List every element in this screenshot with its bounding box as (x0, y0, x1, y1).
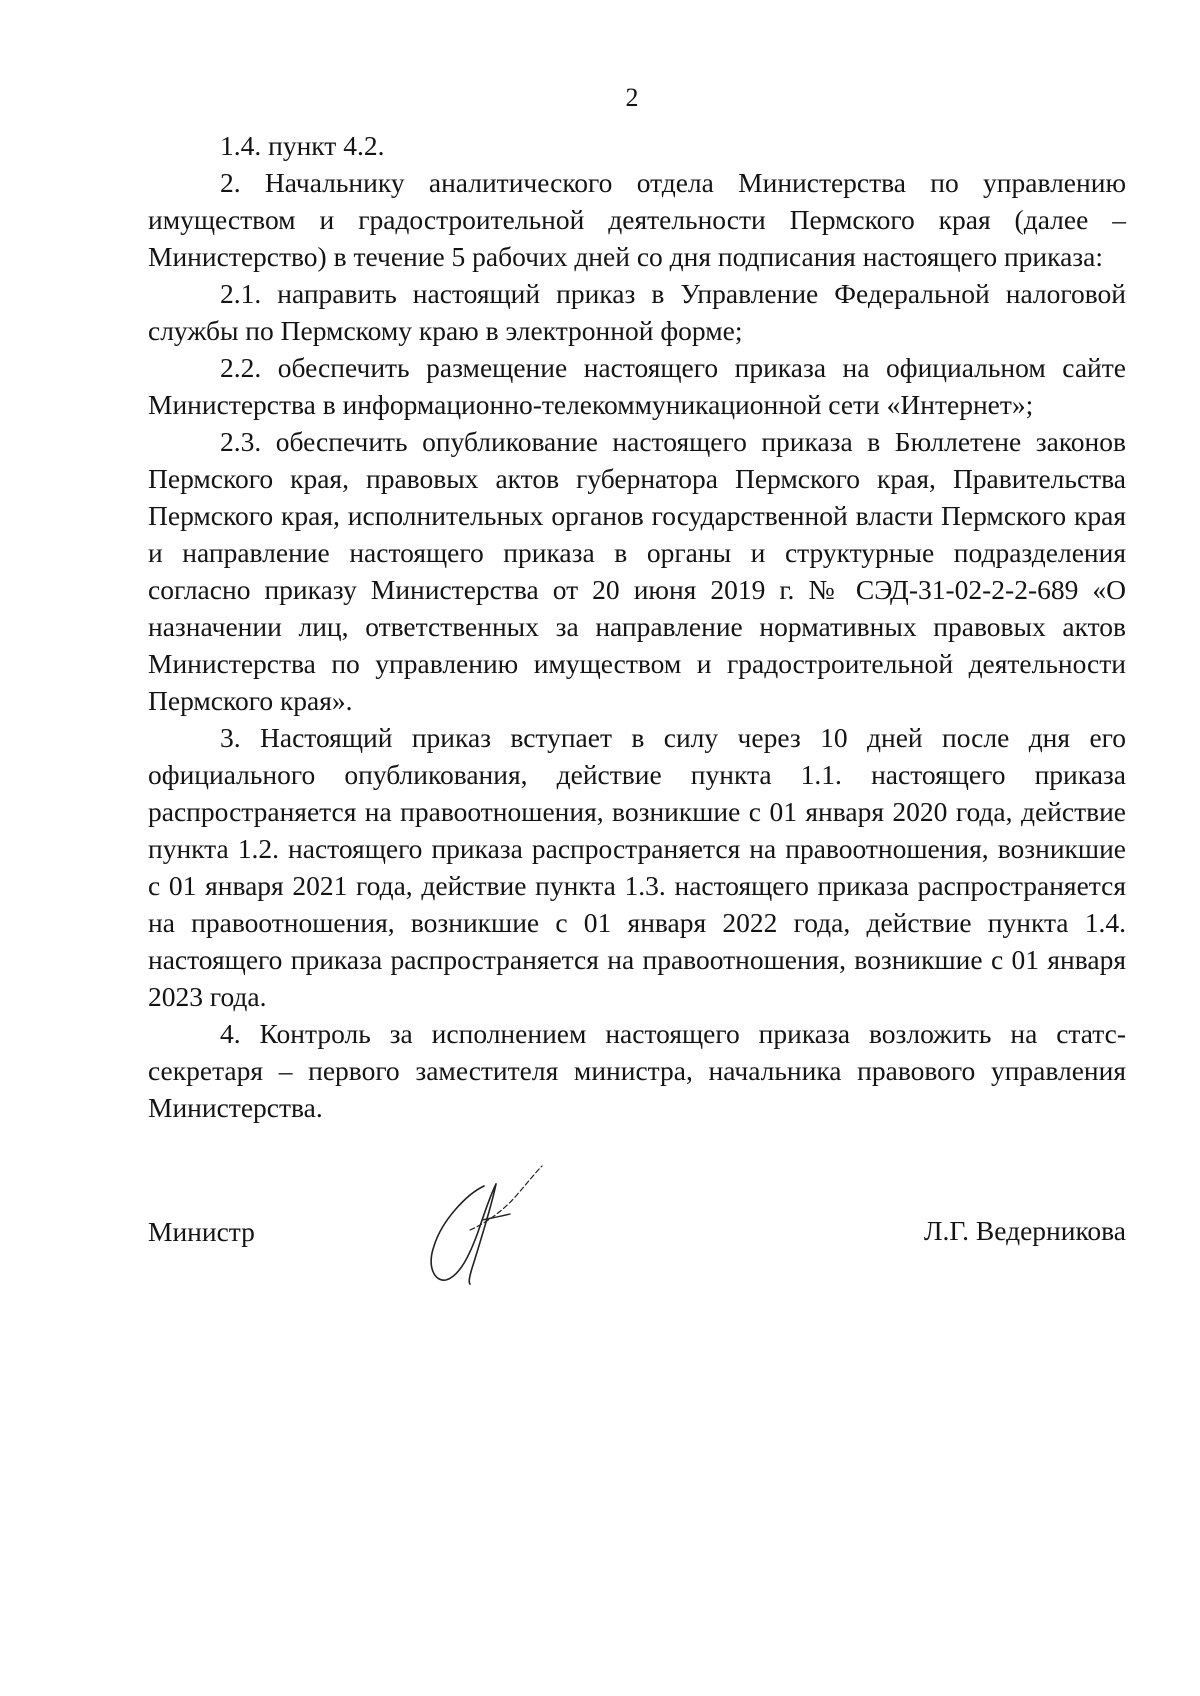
paragraph-1-4: 1.4. пункт 4.2. (220, 130, 385, 161)
page-number: 2 (625, 83, 639, 112)
signatory-title: Министр (148, 1216, 255, 1247)
signatory-name: Л.Г. Ведерникова (923, 1215, 1126, 1246)
document-body (148, 127, 1126, 1126)
paragraph-3: 3. Настоящий приказ вступает в силу через 10 дней после дня его официального опубликования, действие пункта 1.1. настоящего приказа распространяется на правоотношения, возникшие с 01 января 2020 года, действие пункта 1.2. настоящего приказа распространяется на правоотношения, возникшие с 01 января 2021 года, действие пункта 1.3. настоящего приказа распространяется на правоотношения, возникшие с 01 января 2022 года, действие пункта 1.4. настоящего приказа распространяется на правоотношения, возникшие с 01 января 2023 года. (148, 722, 1126, 1012)
paragraph-2-1: 2.1. направить настоящий приказ в Управление Федеральной налоговой службы по Пермскому краю в электронной форме; (148, 278, 1126, 346)
signature-block (148, 1205, 1126, 1265)
paragraph-2-3: 2.3. обеспечить опубликование настоящего приказа в Бюллетене законов Пермского края, правовых актов губернатора Пермского края, Правительства Пермского края, исполнительных органов государственной власти Пермского края и направление настоящего приказа в органы и структурные подразделения согласно приказу Министерства от 20 июня 2019 г. № СЭД-31-02-2-2-689 «О назначении лиц, ответственных за направление нормативных правовых актов Министерства по управлению имуществом и градостроительной деятельности Пермского края». (148, 426, 1126, 716)
paragraph-4: 4. Контроль за исполнением настоящего приказа возложить на статс-секретаря – первого заместителя министра, начальника правового управления Министерства. (148, 1018, 1126, 1123)
paragraph-2: 2. Начальнику аналитического отдела Министерства по управлению имуществом и градостроительной деятельности Пермского края (далее – Министерство) в течение 5 рабочих дней со дня подписания настоящего приказа: (148, 167, 1126, 272)
paragraph-2-2: 2.2. обеспечить размещение настоящего приказа на официальном сайте Министерства в информационно-телекоммуникационной сети «Интернет»; (148, 352, 1126, 420)
handwritten-signature (412, 1158, 562, 1288)
